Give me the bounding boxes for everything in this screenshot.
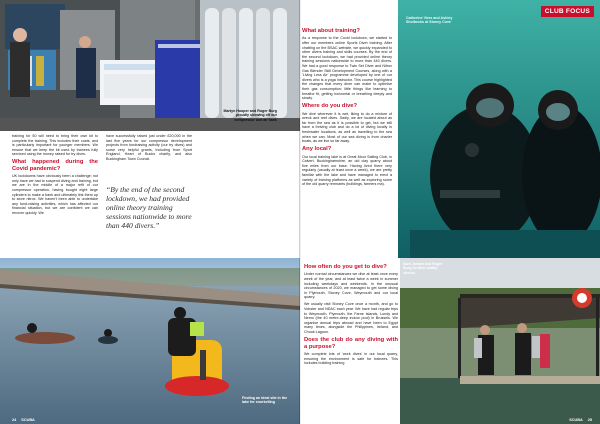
page-number-right: 25 — [587, 418, 592, 422]
right-page — [300, 0, 600, 424]
trips-paragraph: We usually visit Stoney Cove once a month, and go to Vobster and NDAC each year. We have had regular trips to Weymouth, Plymouth, the Farne Islands, Lundy and Nemo (the 40 metre-deep indoor pool) in Brussels. We organise annual trips abroad and have been to Egypt many times, alongside the Philippines, Ireland, and Chuuk Lagoon. — [304, 302, 398, 335]
local-paragraph: Our local training lake is at Great Moor Sailing Club, in Calvert, Buckinghamshire, an old clay quarry about five miles from our base. Having lived there very regularly (usually at least once a week), we are pretty familiar with the lake and have managed to erect a variety of training platforms as well as exploring some of the old quarry remnants (buildings, farmers ma). — [302, 154, 392, 187]
left-text-column-2 — [106, 134, 192, 164]
covid-paragraph: UK lockdowns have obviously been a challenge; not only have we had to suspend diving and training, but we are in the middle of a major refit of our compressor operation, having bought eight large cylinders to make a bank and ultimately link them up to store nitrox. We haven't been able to undertake any fund-raising activities, which has affected our financial situation, but we are confident we can recover quickly. We — [12, 174, 98, 216]
heading-where: Where do you dive? — [302, 103, 358, 110]
club-focus-badge: CLUB FOCUS — [541, 6, 594, 17]
photo-caption-underwater: Catherine Viers and Ashley Sholbecks at Stoney Cove — [406, 16, 453, 25]
heading-how-often: How often do you get to dive? — [304, 264, 387, 270]
left-folio — [12, 418, 35, 422]
quarry-buddy-check-photo — [400, 258, 600, 424]
photo-caption-buddy-check: Sara Jordan and Roger Burg do their buddy checks — [403, 262, 443, 275]
photo-caption-lake: Finding an ideal site in the lake for snorkelling — [242, 396, 288, 405]
right-text-column-lower — [304, 262, 398, 368]
heading-local: Any local? — [302, 146, 332, 153]
fundraising-paragraph: have successfully raised just under £20,000 in the last five years for our compressor development projects from fundraising activity (our try dives) and some very helpful grants, including from Sport England, Heart of Bucks charity, and also Buckingham Town Council. — [106, 134, 192, 161]
intro-paragraph: training for 50 will need to bring their own kit to complete the training. This includes their costs, and is particularly important for younger members. We ensure that we keep the kit used by trainees fully serviced using the money raised for try dives. — [12, 134, 98, 157]
left-text-column-1 — [12, 134, 98, 218]
magazine-name-left: SCUBA — [21, 418, 35, 422]
photo-caption-compressor: Martyn Hooper and Roger Burg proudly showing off our compressor and air bank — [223, 109, 277, 122]
training-paragraph: As a response to the Covid lockdown, we started to offer our members online Sports Diver training. After chatting on the BSAC website, we quickly expanded to other divers training and skills courses. By the end of the second lockdown, we had provided online theory training sessions nationwide to more than 440 divers. We had a good response to Twin Set Diver and Nitrox Gas Blender Skill Development Courses, along with a 'Living Less Air' programme developed by one of our divers who is a yoga instructor. This course highlighted the changes that every diver can make to optimise their gas consumption; little things like learning to breathe fit, getting horizontal or breathing deeply and slowly. — [302, 36, 392, 101]
right-text-column-top — [300, 26, 392, 189]
page-spine — [299, 0, 301, 424]
magazine-name-right: SCUBA — [569, 418, 583, 422]
heading-training: What about training? — [302, 28, 360, 34]
heading-purpose: Does the club do any diving with a purpose? — [304, 337, 398, 350]
pull-quote: “By the end of the second lockdown, we had provided online theory training sessions nationwide to more than 440 divers.” — [106, 185, 192, 230]
quarry-image — [400, 258, 600, 424]
purpose-paragraph: We complete lots of 'work dives' in our local quarry, ensuring the environment is safe for trainees. This includes building training — [304, 351, 398, 366]
how-often-paragraph: Under normal circumstances we dive at least once every week of the year, and at least twice a week in summer including weekdays and weekends. In the unusual circumstances of 2020, we managed to get some diving in Plymouth, Stoney Cove, Weymouth and our local quarry. — [304, 272, 398, 300]
right-folio — [569, 418, 592, 422]
where-paragraph: We dive wherever it is wet, liking to do a mixture of wreck and reef dives. Sadly, we are located about as far from the sea as it is possible to get, but we still have a thriving club and do a lot of diving locally in freshwater locations, as well as travelling to the sea when we can. Most of our sea diving is from charter boats, as we live so far away. — [302, 111, 392, 144]
heading-covid: What happened during the Covid pandemic? — [12, 159, 98, 172]
page-number-left: 24 — [12, 418, 17, 422]
